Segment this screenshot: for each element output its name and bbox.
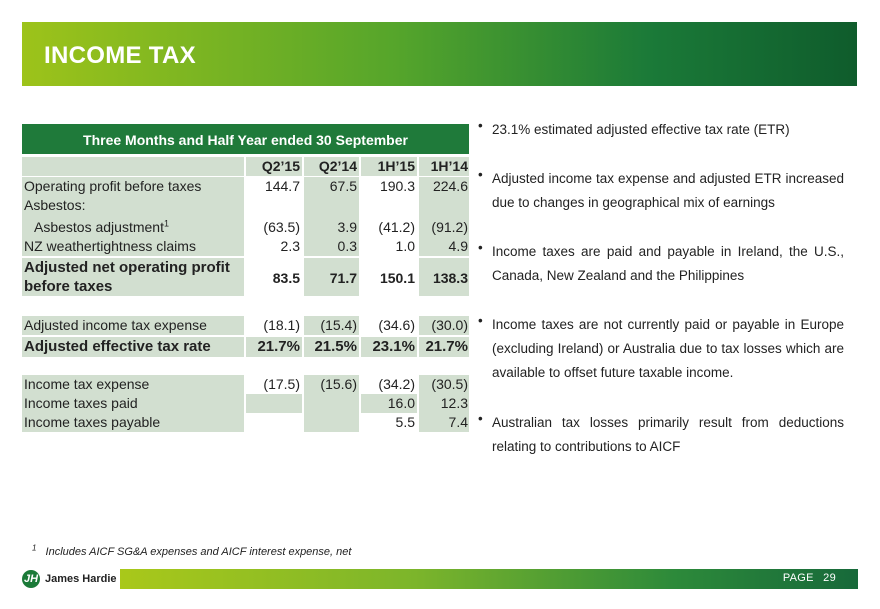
row-label: Adjusted income tax expense [22,316,244,335]
row-value [361,196,417,215]
table-row [22,237,469,256]
page-label: PAGE [782,572,814,584]
footnote [32,543,352,558]
row-value: 5.5 [395,414,415,430]
table-header: Three Months and Half Year ended 30 September [22,124,469,154]
row-value: 23.1% [361,337,417,357]
row-value: 224.6 [419,177,469,196]
footnote-marker: 1 [163,218,169,229]
row-label: Adjusted net operating profit before taxes [22,258,244,296]
row-value: (15.6) [304,375,359,394]
footer-bar [120,569,858,589]
bullet-text: Australian tax losses primarily result from deductions relating to contributions to AICF [492,415,844,454]
table-row [22,413,469,432]
bullet-dot: • [478,118,483,133]
row-label: NZ weathertightness claims [22,237,244,256]
column-header-1h-14: 1H’14 [419,157,469,176]
footnote-number: 1 [32,543,37,553]
column-header-q2-14: Q2’14 [304,157,359,176]
table-row-highlight [22,337,469,357]
bullet-text: Income taxes are not currently paid or payable in Europe (excluding Ireland) or Australia due to tax losses which are available to offset future taxable income. [492,317,844,380]
column-header-1h-15: 1H’15 [361,157,417,176]
row-value [246,394,302,413]
table-row [22,177,469,196]
bullet-text: 23.1% estimated adjusted effective tax rate (ETR) [492,122,790,137]
row-value [246,196,302,215]
row-value: (18.1) [263,317,300,333]
bullet-dot: • [478,167,483,182]
footnote-text: Includes AICF SG&A expenses and AICF interest expense, net [45,546,352,558]
row-label-text: Asbestos adjustment [34,219,164,235]
table-row [22,215,469,237]
row-label: Adjusted effective tax rate [22,337,244,357]
row-value: (34.6) [378,317,415,333]
page-number [783,572,836,584]
row-label: Income taxes paid [22,394,244,413]
row-value: 12.3 [419,394,469,413]
bullet-dot: • [478,240,483,255]
row-label: Asbestos: [22,196,244,215]
row-value: 3.9 [304,215,359,237]
row-value: 21.5% [304,337,359,357]
row-value: 71.7 [304,258,359,296]
row-value: 16.0 [361,394,417,413]
table-row-highlight [22,258,469,296]
row-value [304,394,359,413]
row-value: 7.4 [419,413,469,432]
row-value: (30.0) [419,316,469,335]
table-column-headers [22,157,469,176]
bullet-text: Income taxes are paid and payable in Ireland, the U.S., Canada, New Zealand and the Philippines [492,244,844,283]
row-value: 1.0 [395,238,415,254]
row-value: 4.9 [419,237,469,256]
row-value: 144.7 [264,178,300,194]
row-value: 67.5 [304,177,359,196]
title-banner [22,22,857,86]
table-row [22,375,469,394]
bullet-dot: • [478,411,483,426]
table-row [22,316,469,335]
row-value [246,413,302,432]
row-value: (30.5) [419,375,469,394]
row-label: Operating profit before taxes [22,177,244,196]
row-value [304,413,359,432]
column-header-q2-15: Q2’15 [246,157,302,176]
row-value: 83.5 [272,270,300,286]
row-value: 0.3 [304,237,359,256]
logo-text: James Hardie [45,573,117,585]
row-value: (41.2) [378,219,415,235]
row-label [22,215,244,237]
row-value: (63.5) [263,219,300,235]
row-value: 190.3 [379,178,415,194]
logo-mark-icon: JH [22,570,40,588]
row-label: Income taxes payable [22,413,244,432]
bullet-text: Adjusted income tax expense and adjusted ETR increased due to changes in geographical mix of earnings [492,171,844,210]
table-row [22,196,469,215]
row-value: 21.7% [419,337,469,357]
row-value: 21.7% [246,337,302,357]
row-value: 150.1 [379,270,415,286]
row-value: 2.3 [280,238,300,254]
row-value [304,196,359,215]
column-header-blank [22,157,244,176]
row-value: (17.5) [263,376,300,392]
row-value: 138.3 [419,258,469,296]
row-label: Income tax expense [22,375,244,394]
company-logo [22,569,117,589]
bullet-dot: • [478,313,483,328]
row-value: (91.2) [419,215,469,237]
row-value: (15.4) [304,316,359,335]
slide-title: INCOME TAX [44,42,196,69]
row-value: (34.2) [378,376,415,392]
row-value [419,196,469,215]
page-number-value: 29 [823,572,836,584]
table-row [22,394,469,413]
